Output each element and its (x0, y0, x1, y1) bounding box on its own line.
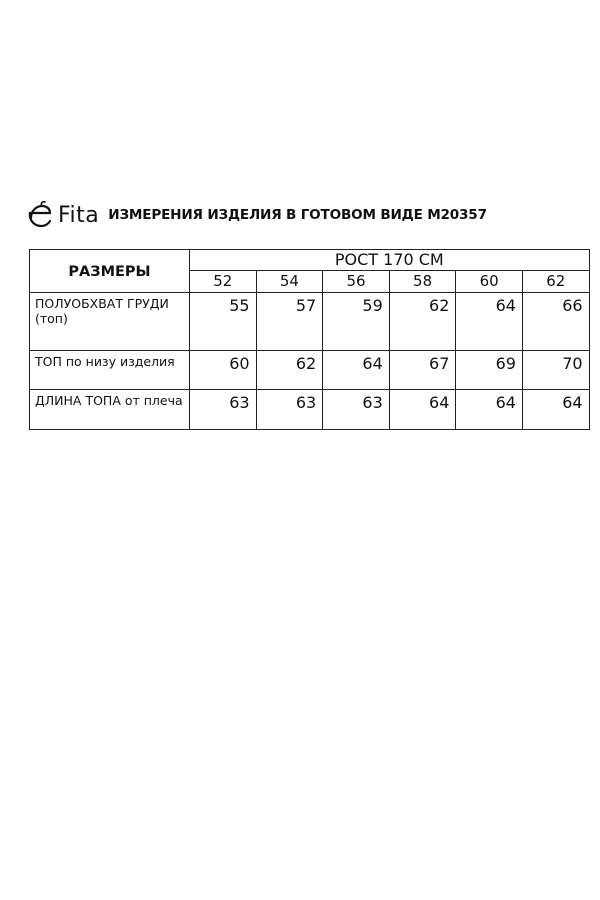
measurement-value: 57 (256, 293, 323, 351)
measurement-value: 62 (389, 293, 456, 351)
measurement-label: ДЛИНА ТОПА от плеча (30, 390, 190, 430)
sizes-header-cell: РАЗМЕРЫ (30, 250, 190, 293)
measurement-value: 64 (522, 390, 589, 430)
size-cell: 56 (323, 271, 390, 293)
table-row (30, 351, 590, 390)
measurement-value: 59 (323, 293, 390, 351)
size-cell: 52 (190, 271, 257, 293)
size-cell: 62 (522, 271, 589, 293)
measurement-value: 63 (256, 390, 323, 430)
measurement-value: 55 (190, 293, 257, 351)
measurement-value: 60 (190, 351, 257, 390)
brand-logo (26, 197, 99, 233)
size-cell: 60 (456, 271, 523, 293)
measurement-value: 66 (522, 293, 589, 351)
measurement-label: ПОЛУОБХВАТ ГРУДИ (топ) (30, 293, 190, 351)
measurement-label: ТОП по низу изделия (30, 351, 190, 390)
table-row (30, 293, 590, 351)
measurement-value: 69 (456, 351, 523, 390)
size-measurements-table (29, 249, 590, 430)
measurement-value: 64 (323, 351, 390, 390)
document-title: ИЗМЕРЕНИЯ ИЗДЕЛИЯ В ГОТОВОМ ВИДЕ М20357 (108, 207, 487, 223)
size-cell: 54 (256, 271, 323, 293)
document-header (26, 197, 487, 233)
measurement-value: 64 (456, 293, 523, 351)
brand-name: Fita (58, 202, 100, 228)
measurement-value: 62 (256, 351, 323, 390)
height-header-cell: РОСТ 170 СМ (190, 250, 590, 271)
measurement-value: 63 (190, 390, 257, 430)
measurement-value: 67 (389, 351, 456, 390)
fita-logo-icon (26, 200, 54, 230)
table-row (30, 390, 590, 430)
measurement-value: 70 (522, 351, 589, 390)
measurement-value: 64 (389, 390, 456, 430)
measurement-value: 64 (456, 390, 523, 430)
measurement-value: 63 (323, 390, 390, 430)
table-header-row (30, 250, 590, 271)
size-cell: 58 (389, 271, 456, 293)
